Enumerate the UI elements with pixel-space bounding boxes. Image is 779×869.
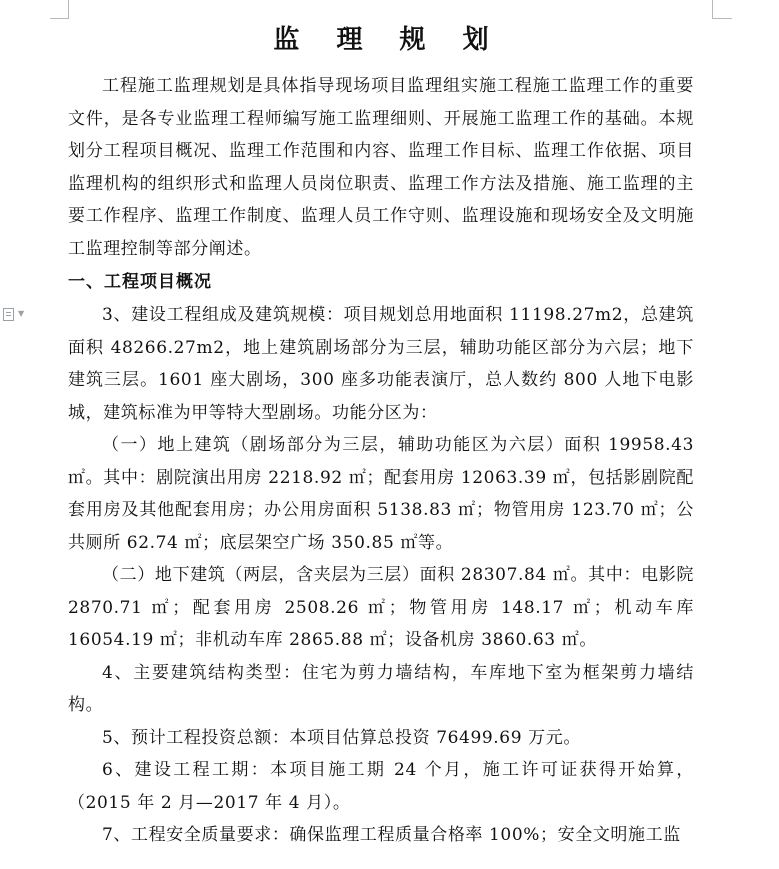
page-corner-mark-right [712, 0, 713, 18]
section-heading-project-overview: 一、工程项目概况 [68, 272, 212, 292]
paragraph-item-6: 6、建设工程工期：本项目施工期 24 个月，施工许可证获得开始算，（2015 年 2 月—2017 年 4 月）。 [68, 760, 694, 813]
paragraph-options-icon[interactable] [3, 308, 15, 322]
paragraph-item-7: 7、工程安全质量要求：确保监理工程质量合格率 100%；安全文明施工监 [102, 825, 681, 845]
caret-down-icon[interactable]: ▼ [18, 309, 25, 318]
document-title: 监 理 规 划 [273, 25, 503, 55]
paragraph-item-3: 3、建设工程组成及建筑规模：项目规划总用地面积 11198.27m2，总建筑面积 48266.27m2，地上建筑剧场部分为三层，辅助功能区部分为六层；地下建筑三层。1601 座大剧场，300 座多功能表演厅，总人数约 800 人地下电影城，建筑标准为甲等特大型剧场。功能分区为： [68, 305, 694, 423]
page-corner-mark-right-h [712, 18, 732, 19]
page-corner-mark-left [68, 0, 69, 18]
document-page[interactable] [68, 20, 694, 852]
paragraph-item-5: 5、预计工程投资总额：本项目估算总投资 76499.69 万元。 [102, 727, 581, 748]
paragraph-above-ground: （一）地上建筑（剧场部分为三层，辅助功能区为六层）面积 19958.43 ㎡。其中：剧院演出用房 2218.92 ㎡；配套用房 12063.39 ㎡，包括影剧院配套用房及其他配套用房；办公用房面积 5138.83 ㎡；物管用房 123.70 ㎡；公共厕所 62.74 ㎡；底层架空广场 350.85 ㎡等。 [68, 435, 694, 553]
paragraph-item-4: 4、主要建筑结构类型：住宅为剪力墙结构，车库地下室为框架剪力墙结构。 [68, 662, 694, 715]
page-corner-mark-left-h [50, 18, 69, 19]
intro-paragraph: 工程施工监理规划是具体指导现场项目监理组实施工程施工监理工作的重要文件，是各专业监理工程师编写施工监理细则、开展施工监理工作的基础。本规划分工程项目概况、监理工作范围和内容、监理工作目标、监理工作依据、项目监理机构的组织形式和监理人员岗位职责、监理工作方法及措施、施工监理的主要工作程序、监理工作制度、监理人员工作守则、监理设施和现场安全及文明施工监理控制等部分阐述。 [68, 76, 694, 259]
paragraph-underground: （二）地下建筑（两层，含夹层为三层）面积 28307.84 ㎡。其中：电影院 2870.71 ㎡；配套用房 2508.26 ㎡；物管用房 148.17 ㎡；机动车库 16054.19 ㎡；非机动车库 2865.88 ㎡；设备机房 3860.63 ㎡。 [68, 565, 694, 650]
